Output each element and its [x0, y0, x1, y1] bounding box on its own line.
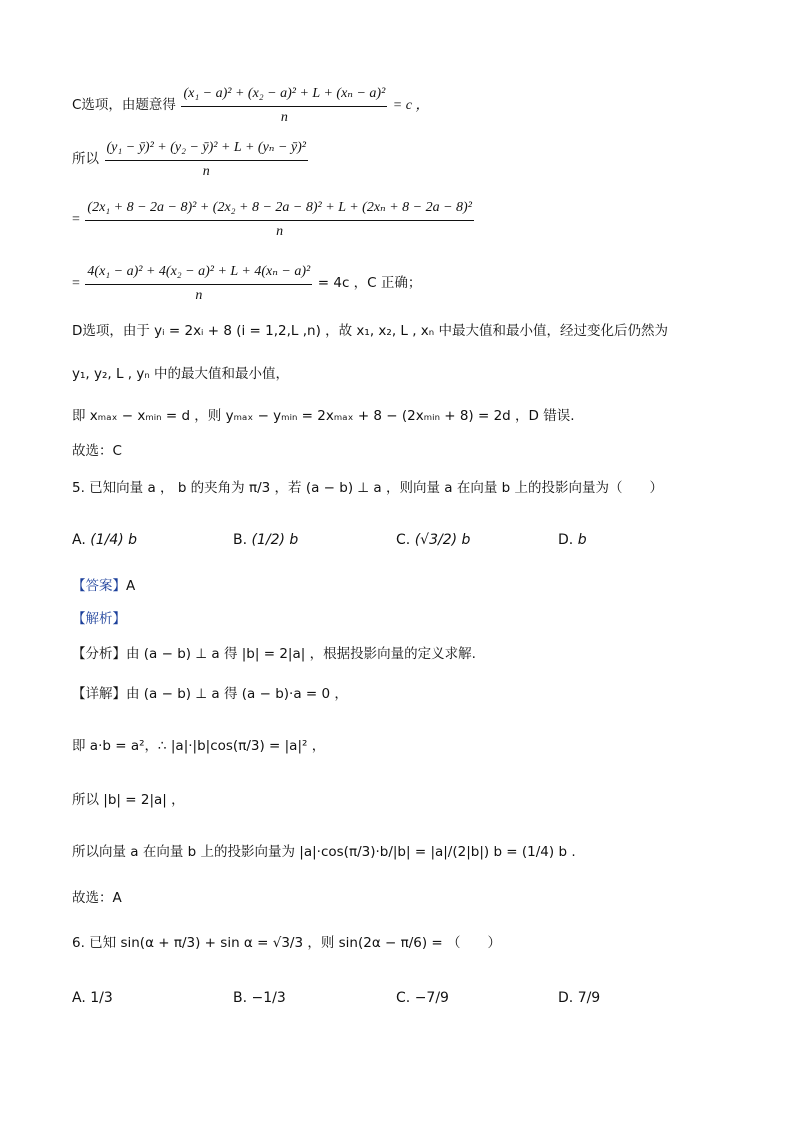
q5-step2: 所以 |b| = 2|a| ，	[72, 792, 185, 808]
q5-step3: 所以向量 a 在向量 b 上的投影向量为 |a|·cos(π/3)·b/|b| = |a|/(2|b|) b = (1/4) b .	[72, 844, 576, 860]
q6-option-c-value: −7/9	[414, 990, 449, 1006]
q5-answer: A	[126, 578, 136, 594]
answer-tag: 【答案】	[72, 578, 126, 594]
q5-fenxi-line	[72, 644, 476, 664]
q5-option-c: C. (√3/2) b	[396, 532, 471, 548]
so-label: 所以	[72, 151, 99, 168]
q6-option-b-value: −1/3	[251, 990, 286, 1006]
q5-option-b: B. (1/2) b	[233, 532, 299, 548]
q5-option-b-value: (1/2) b	[251, 532, 299, 548]
q5-answer-line	[72, 576, 135, 596]
q5-option-d-value: b	[577, 532, 587, 548]
variance-denominator: n	[280, 110, 288, 125]
step3-numerator: 4(x₁ − a)² + 4(x₂ − a)² + L + 4(xₙ − a)²	[85, 262, 312, 285]
step3-denominator: n	[195, 288, 203, 303]
step3-line: = $\frac{\text{4(x₁ − a)² + 4(x₂ − a)² + L + 4(xₙ − a)²}}{n}$ = 4c ，C 正确；	[72, 262, 421, 306]
so-line	[72, 138, 310, 182]
variance-fraction	[181, 84, 387, 128]
q5-step1: 即 a·b = a²，∴ |a|·|b|cos(π/3) = |a|² ，	[72, 738, 326, 754]
q5-xiangjie-line	[72, 684, 348, 704]
q5-option-d: D. b	[558, 532, 587, 548]
q6-option-d-value: 7/9	[577, 990, 601, 1006]
option-d-line2: y₁, y₂, L , yₙ 中的最大值和最小值，	[72, 366, 290, 382]
variance-numerator: (x₁ − a)² + (x₂ − a)² + L + (xₙ − a)²	[181, 84, 387, 107]
fenxi-text: 由 (a − b) ⊥ a 得 |b| = 2|a| ，根据投影向量的定义求解.	[126, 646, 476, 662]
xiangjie-text: 由 (a − b) ⊥ a 得 (a − b)·a = 0 ，	[126, 686, 348, 702]
q6-option-a-value: 1/3	[90, 990, 113, 1006]
q5-option-a-value: (1/4) b	[90, 532, 138, 548]
step2-fraction	[85, 198, 474, 242]
step2-numerator: (2x₁ + 8 − 2a − 8)² + (2x₂ + 8 − 2a − 8)² + L + (2xₙ + 8 − 2a − 8)²	[85, 198, 474, 221]
analysis-tag: 【解析】	[72, 611, 126, 627]
q5-analysis-line	[72, 609, 126, 629]
q6-option-d: D. 7/9	[558, 990, 601, 1006]
q5-option-a: A. (1/4) b	[72, 532, 138, 548]
y-variance-denominator: n	[202, 164, 210, 179]
q6-option-a: A. 1/3	[72, 990, 113, 1006]
choose-a: 故选：A	[72, 890, 122, 906]
option-c-intro: C选项，由题意得	[72, 97, 176, 114]
y-variance-numerator: (y₁ − ȳ)² + (y₂ − ȳ)² + L + (yₙ − ȳ)²	[105, 138, 308, 161]
choose-c: 故选：C	[72, 443, 122, 459]
y-variance-fraction	[105, 138, 308, 182]
variance-equals-c: = c ，	[392, 98, 430, 114]
fenxi-tag: 【分析】	[72, 646, 126, 662]
q5-stem: 5. 已知向量 a ， b 的夹角为 π/3 ，若 (a − b) ⊥ a ，则向量 a 在向量 b 上的投影向量为（ ）	[72, 480, 663, 496]
step3-conclusion: = 4c ，C 正确；	[317, 275, 422, 292]
q5-option-c-value: (√3/2) b	[414, 532, 471, 548]
option-d-line3: 即 xₘₐₓ − xₘᵢₙ = d ，则 yₘₐₓ − yₘᵢₙ = 2xₘₐₓ + 8 − (2xₘᵢₙ + 8) = 2d ，D 错误.	[72, 408, 575, 424]
q6-option-c: C. −7/9	[396, 990, 449, 1006]
q6-option-b: B. −1/3	[233, 990, 286, 1006]
xiangjie-tag: 【详解】	[72, 686, 126, 702]
step2-denominator: n	[276, 224, 284, 239]
q6-stem: 6. 已知 sin(α + π/3) + sin α = √3/3 ，则 sin(2α − π/6) = （ ）	[72, 935, 502, 951]
step2-line: = (2x₁ + 8 − 2a − 8)² + (2x₂ + 8 − 2a − 8)² + L + (2xₙ + 8 − 2a − 8)² n	[72, 198, 476, 242]
option-d-line1: D选项，由于 yᵢ = 2xᵢ + 8 (i = 1,2,L ,n) ，故 x₁, x₂, L , xₙ 中最大值和最小值，经过变化后仍然为	[72, 323, 668, 339]
option-c-intro-line	[72, 84, 429, 128]
step3-fraction	[85, 262, 312, 306]
